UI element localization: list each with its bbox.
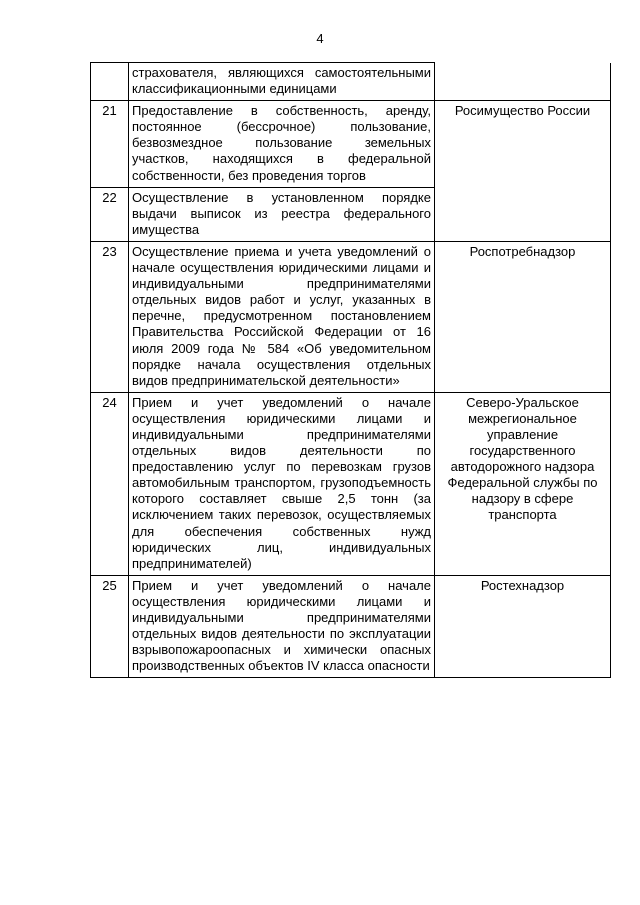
- row-number: 23: [91, 241, 129, 392]
- table-row: [91, 63, 611, 101]
- table-row: [91, 575, 611, 678]
- table-row: [91, 392, 611, 575]
- service-description: Осуществление в установленном порядке выдачи выписок из реестра федерального имущества: [129, 187, 435, 241]
- agency-name: Северо-Уральское межрегиональное управление государственного автодорожного надзора Федеральной службы по надзору в сфере транспорта: [435, 392, 611, 575]
- service-description: Прием и учет уведомлений о начале осуществления юридическими лицами и индивидуальными предпринимателями отдельных видов деятельности по предоставлению услуг по перевозкам грузов автомобильным транспортом, грузоподъемность которого составляет свыше 2,5 тонн (за исключением таких перевозок, осуществляемых для обеспечения собственных нужд юридических лиц, индивидуальных предпринимателей): [129, 392, 435, 575]
- table-row: [91, 101, 611, 187]
- agency-name: Росимущество России: [435, 101, 611, 187]
- agency-name: Роспотребнадзор: [435, 241, 611, 392]
- table-row: [91, 187, 611, 241]
- page-number: 4: [316, 31, 324, 46]
- service-description: Осуществление приема и учета уведомлений о начале осуществления юридическими лицами и индивидуальными предпринимателями отдельных видов работ и услуг, указанных в перечне, предусмотренном постановлением Правительства Российской Федерации от 16 июля 2009 года № 584 «Об уведомительном порядке начала осуществления отдельных видов предпринимательской деятельности»: [129, 241, 435, 392]
- row-number: 21: [91, 101, 129, 187]
- agency-name: Ростехнадзор: [435, 575, 611, 678]
- agency-name: [435, 187, 611, 241]
- table-row: [91, 241, 611, 392]
- service-description: Прием и учет уведомлений о начале осуществления юридическими лицами и индивидуальными предпринимателями отдельных видов деятельности по эксплуатации взрывопожароопасных и химически опасных производственных объектов IV класса опасности: [129, 575, 435, 678]
- row-number: [91, 63, 129, 101]
- row-number: 25: [91, 575, 129, 678]
- service-description: страхователя, являющихся самостоятельными классификационными единицами: [129, 63, 435, 101]
- service-description: Предоставление в собственность, аренду, постоянное (бессрочное) пользование, безвозмездное пользование земельных участков, находящихся в федеральной собственности, без проведения торгов: [129, 101, 435, 187]
- row-number: 24: [91, 392, 129, 575]
- agency-name: [435, 63, 611, 101]
- row-number: 22: [91, 187, 129, 241]
- services-table: [90, 62, 611, 678]
